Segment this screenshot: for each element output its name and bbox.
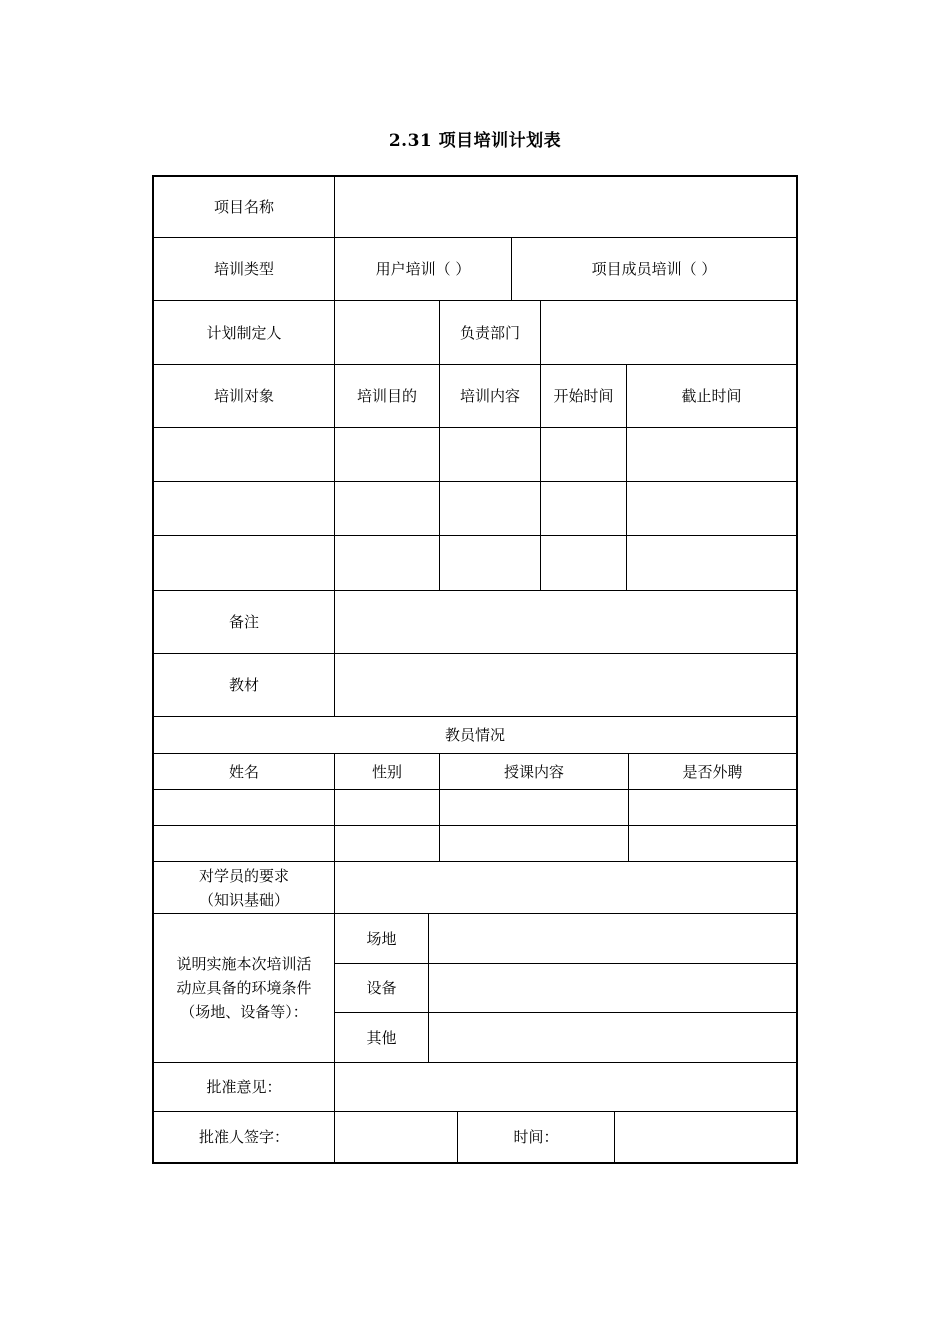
environment-label-line3: （场地、设备等）： — [180, 1003, 308, 1021]
instructor-section-title: 教员情况 — [444, 726, 505, 744]
materials-field[interactable] — [335, 654, 796, 716]
equipment-label: 设备 — [366, 979, 397, 997]
requirements-field[interactable] — [335, 862, 796, 913]
other-label: 其他 — [366, 1028, 397, 1047]
venue-label: 场地 — [366, 929, 397, 948]
venue-field[interactable] — [429, 914, 796, 963]
requirements-label-line2: （知识基础） — [198, 890, 289, 909]
approver-signature-label: 批准人签字： — [198, 1128, 289, 1146]
environment-label-line1: 说明实施本次培训活 — [176, 955, 312, 973]
department-label: 负责部门 — [459, 323, 520, 342]
environment-label — [154, 914, 334, 1062]
row-divider — [152, 789, 798, 790]
header-training-content: 培训内容 — [459, 387, 520, 405]
instructor-header-name: 姓名 — [228, 762, 259, 781]
header-start-time: 开始时间 — [553, 387, 614, 405]
page-title: 2.31 项目培训计划表 — [388, 131, 562, 151]
approver-signature-field[interactable] — [335, 1112, 457, 1162]
user-training-option[interactable]: 用户培训（ ） — [375, 260, 471, 278]
environment-label-line2: 动应具备的环境条件 — [176, 979, 312, 997]
plan-row-1-target[interactable] — [154, 428, 334, 481]
time-field[interactable] — [615, 1112, 796, 1162]
row-divider — [152, 825, 798, 826]
header-end-time: 截止时间 — [681, 387, 742, 405]
remarks-label: 备注 — [228, 613, 259, 631]
instructor-header-course: 授课内容 — [503, 762, 564, 781]
materials-label: 教材 — [228, 676, 259, 694]
member-training-option[interactable]: 项目成员培训（ ） — [591, 260, 717, 278]
other-field[interactable] — [429, 1013, 796, 1062]
project-name-label: 项目名称 — [213, 198, 274, 216]
instructor-header-gender: 性别 — [371, 762, 402, 781]
planner-label: 计划制定人 — [206, 323, 282, 342]
header-training-target: 培训对象 — [213, 387, 274, 405]
project-name-field[interactable] — [335, 177, 796, 237]
planner-field[interactable] — [335, 301, 439, 364]
requirements-label — [154, 862, 334, 913]
time-label: 时间： — [513, 1128, 559, 1146]
plan-row-3-target[interactable] — [154, 536, 334, 590]
training-type-label: 培训类型 — [213, 260, 274, 278]
approval-opinion-label: 批准意见： — [206, 1078, 282, 1096]
instructor-header-external: 是否外聘 — [682, 762, 743, 781]
plan-row-2-target[interactable] — [154, 482, 334, 535]
approval-opinion-field[interactable] — [335, 1063, 796, 1111]
equipment-field[interactable] — [429, 964, 796, 1012]
department-field[interactable] — [541, 301, 796, 364]
requirements-label-line1: 对学员的要求 — [198, 866, 289, 885]
remarks-field[interactable] — [335, 591, 796, 653]
header-training-purpose: 培训目的 — [356, 387, 417, 405]
